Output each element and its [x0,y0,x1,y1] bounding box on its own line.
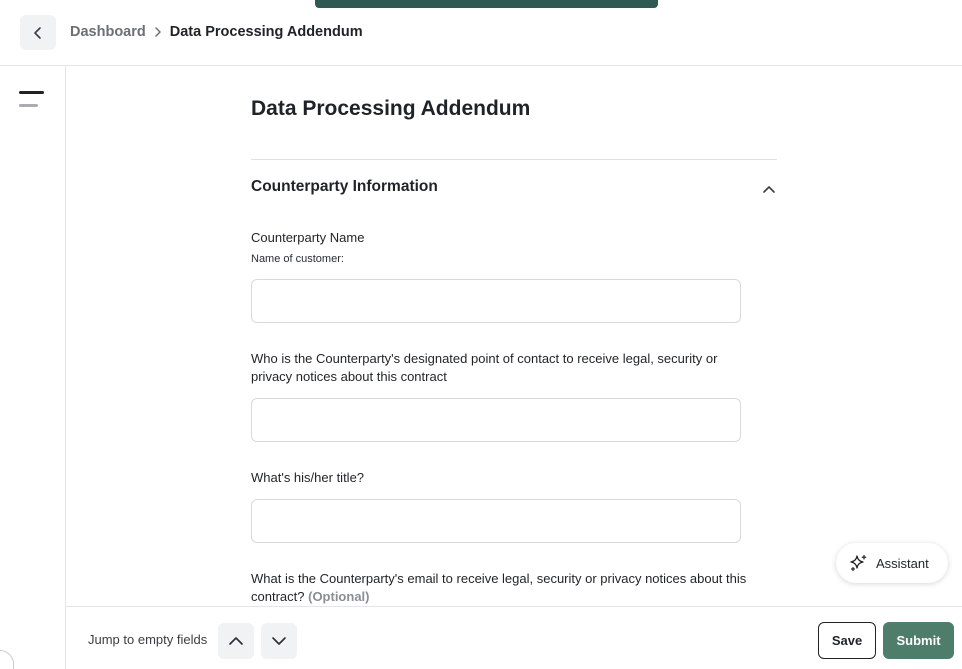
point-of-contact-label: Who is the Counterparty's designated point of contact to receive legal, security or privacy notices about this contract [251,351,718,384]
form-content[interactable] [66,66,962,606]
optional-tag: (Optional) [308,589,370,604]
contact-title-label: What's his/her title? [251,470,365,485]
save-button[interactable]: Save [818,622,876,659]
counterparty-name-input[interactable] [251,279,741,323]
jump-next-button[interactable] [261,623,297,659]
page-header [0,0,962,66]
section-title: Counterparty Information [251,178,438,195]
breadcrumb-current: Data Processing Addendum [169,24,363,40]
menu-icon[interactable] [16,88,48,114]
contact-title-input[interactable] [251,499,741,543]
counterparty-name-label: Counterparty Name [251,230,365,245]
back-button[interactable] [20,15,56,50]
point-of-contact-input[interactable] [251,398,741,442]
assistant-button[interactable] [836,543,948,583]
section-divider [251,159,777,160]
submit-button[interactable]: Submit [883,622,954,659]
breadcrumb [70,22,363,42]
sparkle-icon [850,554,868,572]
menu-bar-bottom [19,104,38,107]
jump-previous-button[interactable] [218,623,254,659]
chevron-up-icon [228,635,244,647]
jump-to-empty-label: Jump to empty fields [88,632,208,647]
chevron-down-icon [271,635,287,647]
section-header-counterparty[interactable] [251,178,777,200]
counterparty-email-label [251,570,751,606]
assistant-label: Assistant [876,555,929,571]
breadcrumb-dashboard-link[interactable]: Dashboard [70,24,146,40]
chevron-left-icon [31,26,45,40]
left-rail [0,66,66,669]
chevron-right-icon [153,26,163,38]
chevron-up-icon[interactable] [761,181,777,197]
counterparty-name-hint: Name of customer: [251,253,344,265]
counterparty-email-label-text: What is the Counterparty's email to receive legal, security or privacy notices about this contract? [251,571,747,604]
page-title: Data Processing Addendum [251,97,531,120]
form-footer [66,606,962,669]
menu-bar-top [19,91,44,94]
